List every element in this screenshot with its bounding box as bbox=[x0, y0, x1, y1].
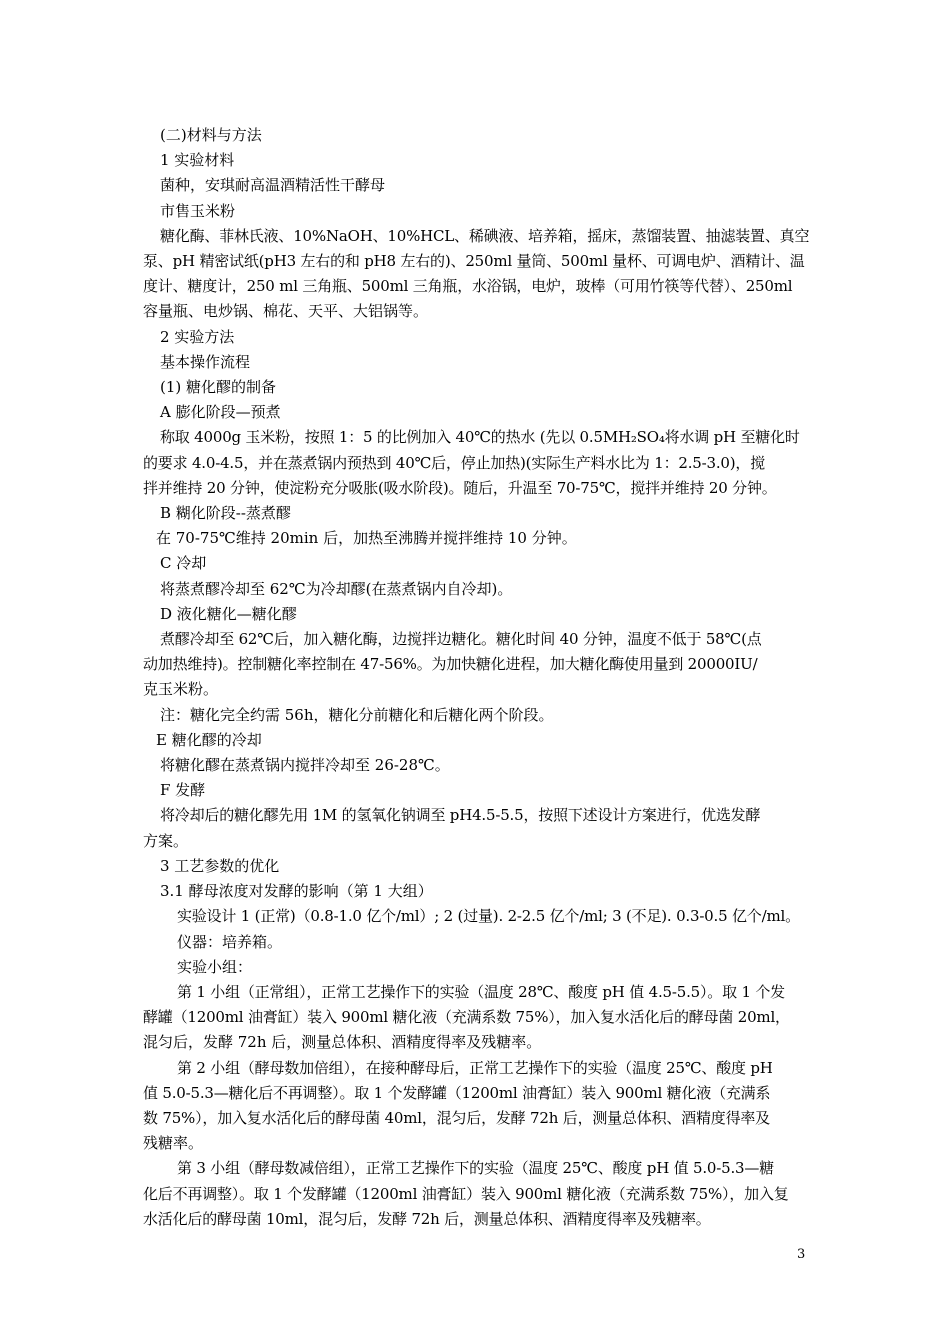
text-line: B 糊化阶段--蒸煮醪 bbox=[160, 504, 291, 523]
text-line: 拌并维持 20 分钟，使淀粉充分吸胀(吸水阶段)。随后，升温至 70-75℃，搅拌并维持 20 分钟。 bbox=[143, 478, 777, 497]
text-line: 混匀后，发酵 72h 后，测量总体积、酒精度得率及残糖率。 bbox=[143, 1033, 542, 1052]
text-line: 3.1 酵母浓度对发酵的影响（第 1 大组） bbox=[160, 882, 433, 901]
text-line: 容量瓶、电炒锅、棉花、天平、大铝锅等。 bbox=[143, 302, 429, 321]
text-line: 值 5.0-5.3—糖化后不再调整）。取 1 个发酵罐（1200ml 油膏缸）装入 900ml 糖化液（充满系 bbox=[143, 1083, 771, 1102]
text-line: 动加热维持)。控制糖化率控制在 47-56%。为加快糖化进程，加大糖化酶使用量到 20000IU/ bbox=[143, 655, 758, 674]
text-line: 注：糖化完全约需 56h，糖化分前糖化和后糖化两个阶段。 bbox=[160, 705, 554, 724]
text-line: 将蒸煮醪冷却至 62℃为冷却醪(在蒸煮锅内自冷却)。 bbox=[160, 579, 513, 598]
text-line: 数 75%），加入复水活化后的酵母菌 40ml，混匀后，发酵 72h 后，测量总体积、酒精度得率及 bbox=[143, 1108, 770, 1127]
text-line: 糖化酶、菲林氏液、10%NaOH、10%HCL、稀碘液、培养箱，摇床，蒸馏装置、抽滤装置、真空 bbox=[160, 226, 810, 245]
text-line: 残糖率。 bbox=[143, 1134, 204, 1153]
text-line: A 膨化阶段—预煮 bbox=[160, 403, 281, 422]
text-line: 第 1 小组（正常组），正常工艺操作下的实验（温度 28℃、酸度 pH 值 4.5-5.5）。取 1 个发 bbox=[177, 982, 785, 1001]
text-line: 称取 4000g 玉米粉，按照 1：5 的比例加入 40℃的热水 (先以 0.5MH₂SO₄将水调 pH 至糖化时 bbox=[160, 428, 800, 447]
text-line: 在 70-75℃维持 20min 后，加热至沸腾并搅拌维持 10 分钟。 bbox=[156, 529, 577, 548]
text-line: 泵、pH 精密试纸(pH3 左右的和 pH8 左右的)、250ml 量筒、500ml 量杯、可调电炉、酒精计、温 bbox=[143, 252, 805, 271]
text-line: 基本操作流程 bbox=[160, 352, 251, 371]
text-line: 仪器：培养箱。 bbox=[177, 932, 283, 951]
subsection-heading: 2 实验方法 bbox=[160, 327, 235, 346]
text-line: 煮醪冷却至 62℃后，加入糖化酶，边搅拌边糖化。糖化时间 40 分钟，温度不低于 58℃(点 bbox=[160, 630, 762, 649]
text-line: 实验小组： bbox=[177, 957, 253, 976]
text-line: 度计、糖度计，250 ml 三角瓶、500ml 三角瓶，水浴锅，电炉，玻棒（可用竹筷等代替）、250ml bbox=[143, 277, 793, 296]
text-line: 将糖化醪在蒸煮锅内搅拌冷却至 26-28℃。 bbox=[160, 756, 450, 775]
page-number: 3 bbox=[797, 1247, 806, 1262]
text-line: 菌种，安琪耐高温酒精活性干酵母 bbox=[160, 176, 386, 195]
text-line: 酵罐（1200ml 油膏缸）装入 900ml 糖化液（充满系数 75%），加入复水活化后的酵母菌 20ml， bbox=[143, 1008, 790, 1027]
text-line: F 发酵 bbox=[160, 781, 206, 800]
text-line: (1) 糖化醪的制备 bbox=[160, 378, 277, 397]
subsection-heading: 3 工艺参数的优化 bbox=[160, 856, 280, 875]
text-line: C 冷却 bbox=[160, 554, 207, 573]
text-line: 市售玉米粉 bbox=[160, 201, 236, 220]
text-line: E 糖化醪的冷却 bbox=[156, 730, 262, 749]
text-line: 水活化后的酵母菌 10ml，混匀后，发酵 72h 后，测量总体积、酒精度得率及残糖率。 bbox=[143, 1209, 711, 1228]
text-line: D 液化糖化—糖化醪 bbox=[160, 604, 297, 623]
text-line: 实验设计 1 (正常)（0.8-1.0 亿个/ml）; 2 (过量). 2-2.5 亿个/ml; 3 (不足). 0.3-0.5 亿个/ml。 bbox=[177, 907, 800, 926]
text-line: 克玉米粉。 bbox=[143, 680, 219, 699]
section-heading: (二)材料与方法 bbox=[160, 126, 262, 144]
text-line: 的要求 4.0-4.5，并在蒸煮锅内预热到 40℃后，停止加热)(实际生产料水比为 1：2.5-3.0)，搅 bbox=[143, 453, 766, 472]
text-line: 第 3 小组（酵母数减倍组），正常工艺操作下的实验（温度 25℃、酸度 pH 值 5.0-5.3—糖 bbox=[177, 1159, 774, 1178]
text-line: 第 2 小组（酵母数加倍组），在接种酵母后，正常工艺操作下的实验（温度 25℃、酸度 pH bbox=[177, 1058, 773, 1077]
subsection-heading: 1 实验材料 bbox=[160, 151, 235, 170]
text-line: 方案。 bbox=[143, 831, 189, 850]
document-body bbox=[143, 123, 813, 1232]
text-line: 化后不再调整）。取 1 个发酵罐（1200ml 油膏缸）装入 900ml 糖化液（充满系数 75%），加入复 bbox=[143, 1184, 789, 1203]
text-line: 将冷却后的糖化醪先用 1M 的氢氧化钠调至 pH4.5-5.5，按照下述设计方案进行，优选发酵 bbox=[160, 806, 761, 825]
